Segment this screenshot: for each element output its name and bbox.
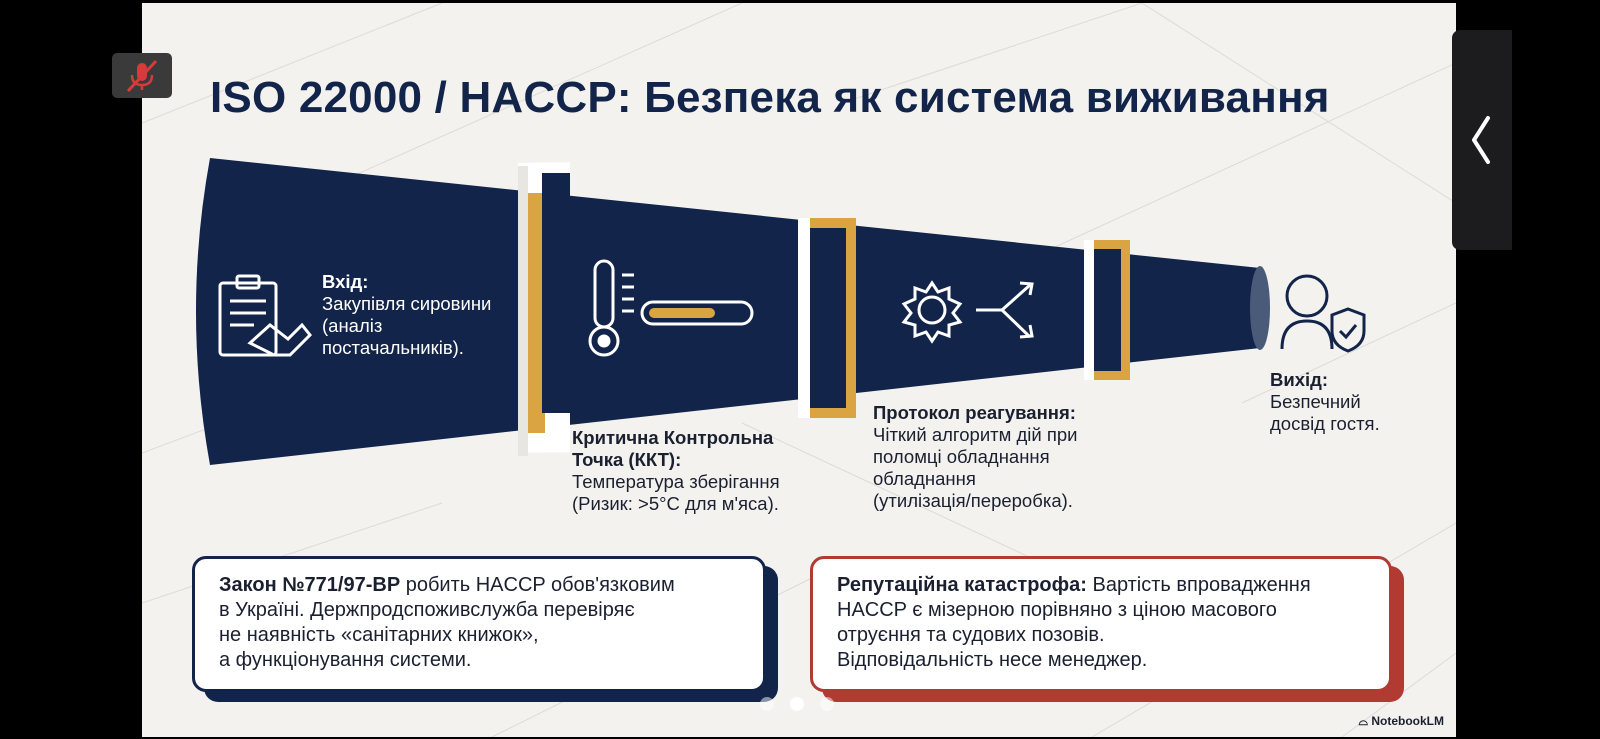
mic-toggle-button[interactable]: [112, 53, 172, 98]
stage-input-heading: Вхід:: [322, 271, 369, 292]
stage-ccp-text-2: (Ризик: >5°С для м'яса).: [572, 493, 779, 514]
stage-ccp-heading-2: Точка (ККТ):: [572, 449, 682, 470]
page-dot-1[interactable]: [760, 697, 774, 711]
stage-protocol-heading: Протокол реагування:: [873, 402, 1076, 423]
law-text-4: а функціонування системи.: [219, 649, 472, 671]
stage-ccp-heading-1: Критична Контрольна: [572, 427, 774, 448]
notebooklm-watermark: [1359, 714, 1444, 729]
page-dot-2[interactable]: [790, 697, 804, 711]
stage-input-text: Закупівля сировини (аналіз постачальників).: [322, 293, 492, 358]
law-title: Закон №771/97-ВР: [219, 574, 401, 596]
side-panel-toggle[interactable]: [1452, 30, 1512, 250]
stage-output-text-2: досвід гостя.: [1270, 413, 1380, 434]
control-gate-2: [798, 218, 856, 418]
stage-protocol-text-1: Чіткий алгоритм дій при: [873, 424, 1078, 445]
control-gate-3: [1084, 240, 1130, 380]
reputation-text-4: Відповідальність несе менеджер.: [837, 649, 1148, 671]
stage-protocol-text-4: (утилізація/переробка).: [873, 490, 1073, 511]
stage-output: [1270, 369, 1380, 435]
law-text-2: в Україні. Держпродспоживслужба перевіряє: [219, 599, 635, 621]
mic-muted-icon: [112, 53, 172, 98]
temperature-bar-fill: [649, 308, 715, 318]
stage-protocol: [873, 402, 1078, 512]
law-callout-box: [192, 556, 766, 692]
notebooklm-logo-icon: ⌓: [1358, 714, 1372, 728]
stage-protocol-text-2: поломці обладнання: [873, 446, 1050, 467]
slide-title: ISO 22000 / HACCP: Безпека як система виживання: [210, 73, 1330, 122]
reputation-title: Репутаційна катастрофа:: [837, 574, 1087, 596]
notebooklm-label: NotebookLM: [1371, 714, 1444, 728]
control-gate-1: [518, 162, 570, 456]
page-dot-3[interactable]: [820, 697, 834, 711]
stage-ccp: [572, 427, 780, 515]
reputation-callout-box: [810, 556, 1392, 692]
law-text-3: не наявність «санітарних книжок»,: [219, 624, 539, 646]
stage-output-heading: Вихід:: [1270, 369, 1329, 390]
reputation-text-2: HACCP є мізерною порівняно з ціною масового: [837, 599, 1277, 621]
reputation-text-3: отруєння та судових позовів.: [837, 624, 1105, 646]
stage-protocol-text-3: обладнання: [873, 468, 976, 489]
chevron-left-icon: [1452, 30, 1512, 250]
guest-shield-icon: [1282, 276, 1364, 351]
stage-output-text-1: Безпечний: [1270, 391, 1361, 412]
law-text-1: робить HACCP обов'язковим: [400, 574, 675, 596]
stage-input: [322, 271, 497, 359]
presentation-slide: [142, 3, 1456, 737]
reputation-text-1: Вартість впровадження: [1086, 574, 1311, 596]
stage-ccp-text-1: Температура зберігання: [572, 471, 780, 492]
